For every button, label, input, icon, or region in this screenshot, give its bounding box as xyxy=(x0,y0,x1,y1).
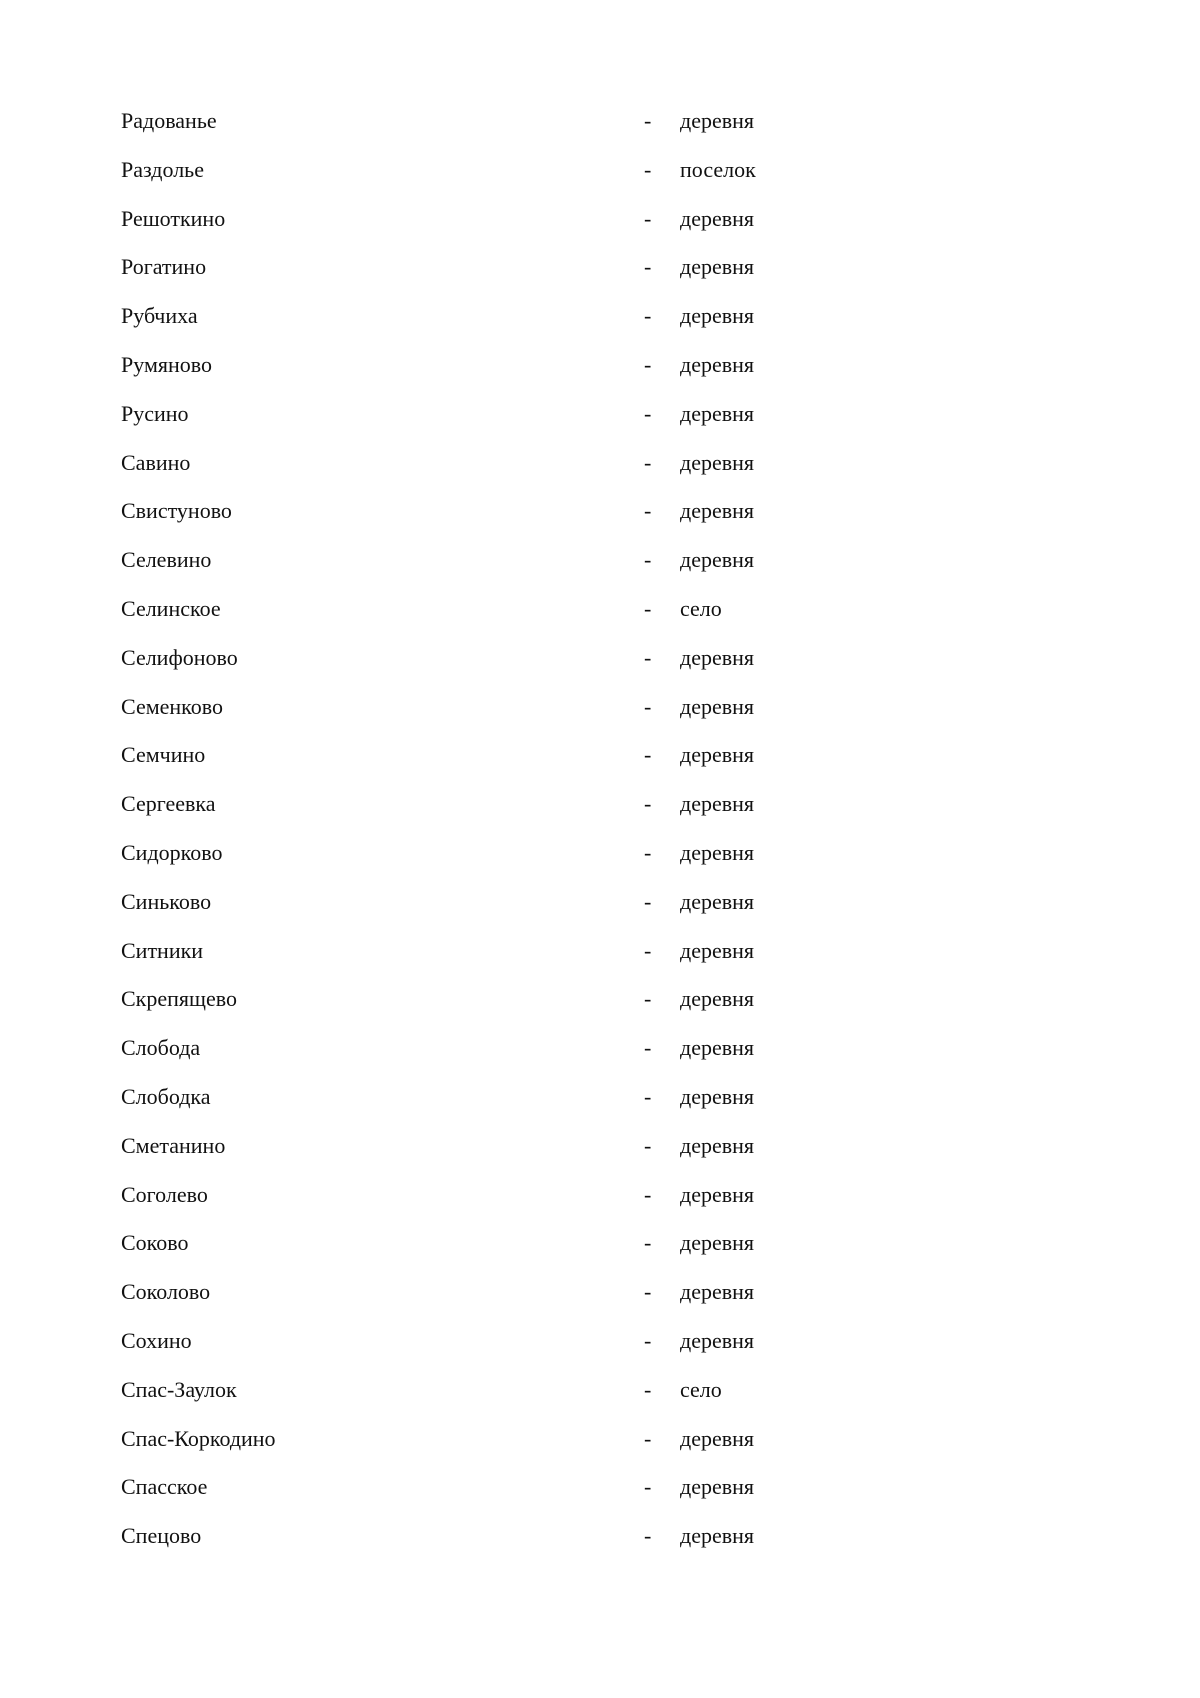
settlement-type: деревня xyxy=(680,254,755,280)
settlement-name: Синьково xyxy=(121,888,212,914)
list-item xyxy=(121,594,1021,643)
separator-dash: - xyxy=(644,1376,652,1402)
list-item xyxy=(121,350,1021,399)
list-item xyxy=(121,1082,1021,1131)
settlement-type: деревня xyxy=(680,351,755,377)
list-item xyxy=(121,252,1021,301)
settlement-type: деревня xyxy=(680,791,755,817)
list-item xyxy=(121,838,1021,887)
settlement-type: деревня xyxy=(680,449,755,475)
settlement-type: деревня xyxy=(680,205,755,231)
list-item xyxy=(121,545,1021,594)
settlement-name: Раздолье xyxy=(121,156,204,182)
settlement-type: деревня xyxy=(680,1327,755,1353)
settlement-type: деревня xyxy=(680,1279,755,1305)
settlement-type: деревня xyxy=(680,303,755,329)
list-item xyxy=(121,1277,1021,1326)
separator-dash: - xyxy=(644,839,652,865)
settlement-name: Соколово xyxy=(121,1279,211,1305)
settlement-type: деревня xyxy=(680,1181,755,1207)
separator-dash: - xyxy=(644,303,652,329)
separator-dash: - xyxy=(644,1181,652,1207)
list-item xyxy=(121,740,1021,789)
separator-dash: - xyxy=(644,937,652,963)
separator-dash: - xyxy=(644,644,652,670)
list-item xyxy=(121,936,1021,985)
settlement-type: деревня xyxy=(680,400,755,426)
list-item xyxy=(121,448,1021,497)
settlement-name: Сохино xyxy=(121,1327,192,1353)
settlement-name: Сергеевка xyxy=(121,791,216,817)
list-item xyxy=(121,1375,1021,1424)
separator-dash: - xyxy=(644,595,652,621)
settlement-type: поселок xyxy=(680,156,756,182)
separator-dash: - xyxy=(644,742,652,768)
settlement-type: деревня xyxy=(680,1035,755,1061)
settlement-name: Румяново xyxy=(121,351,212,377)
settlement-name: Спасское xyxy=(121,1474,208,1500)
settlement-name: Спас-Заулок xyxy=(121,1376,237,1402)
settlement-type: деревня xyxy=(680,108,755,133)
settlement-type: деревня xyxy=(680,547,755,573)
settlement-name: Русино xyxy=(121,400,189,426)
separator-dash: - xyxy=(644,1327,652,1353)
settlement-name: Сметанино xyxy=(121,1132,226,1158)
list-item xyxy=(121,692,1021,741)
settlement-type: деревня xyxy=(680,1083,755,1109)
separator-dash: - xyxy=(644,205,652,231)
settlement-name: Скрепящево xyxy=(121,986,237,1012)
separator-dash: - xyxy=(644,156,652,182)
settlement-type: деревня xyxy=(680,742,755,768)
settlement-name: Рогатино xyxy=(121,254,207,280)
separator-dash: - xyxy=(644,108,652,133)
list-item xyxy=(121,643,1021,692)
settlement-type: деревня xyxy=(680,1425,755,1451)
separator-dash: - xyxy=(644,498,652,524)
list-item xyxy=(121,1326,1021,1375)
separator-dash: - xyxy=(644,254,652,280)
settlement-type: деревня xyxy=(680,1230,755,1256)
settlement-name: Селинское xyxy=(121,595,221,621)
list-item xyxy=(121,204,1021,253)
settlement-name: Семенково xyxy=(121,693,223,719)
settlement-name: Сидорково xyxy=(121,839,223,865)
list-item xyxy=(121,1521,1021,1570)
settlement-type: деревня xyxy=(680,693,755,719)
settlement-type: деревня xyxy=(680,1474,755,1500)
list-item xyxy=(121,496,1021,545)
list-item xyxy=(121,984,1021,1033)
list-item xyxy=(121,1131,1021,1180)
list-item xyxy=(121,1228,1021,1277)
list-item xyxy=(121,1424,1021,1473)
settlement-type: деревня xyxy=(680,644,755,670)
separator-dash: - xyxy=(644,1083,652,1109)
settlement-name: Селифоново xyxy=(121,644,238,670)
list-item xyxy=(121,1180,1021,1229)
settlement-name: Радованье xyxy=(121,108,217,133)
list-item xyxy=(121,789,1021,838)
settlement-type: деревня xyxy=(680,498,755,524)
settlement-type: деревня xyxy=(680,839,755,865)
settlement-name: Свистуново xyxy=(121,498,232,524)
settlement-name: Решоткино xyxy=(121,205,226,231)
settlement-type: деревня xyxy=(680,1523,755,1549)
settlement-type: деревня xyxy=(680,1132,755,1158)
settlement-name: Соголево xyxy=(121,1181,208,1207)
separator-dash: - xyxy=(644,351,652,377)
list-item xyxy=(121,887,1021,936)
settlement-name: Слобода xyxy=(121,1035,201,1061)
settlement-name: Рубчиха xyxy=(121,303,198,329)
list-item xyxy=(121,1033,1021,1082)
settlement-name: Соково xyxy=(121,1230,189,1256)
settlement-type: деревня xyxy=(680,986,755,1012)
separator-dash: - xyxy=(644,1230,652,1256)
separator-dash: - xyxy=(644,791,652,817)
settlement-name: Ситники xyxy=(121,937,204,963)
separator-dash: - xyxy=(644,1132,652,1158)
settlement-list xyxy=(121,106,1021,1570)
separator-dash: - xyxy=(644,1425,652,1451)
settlement-name: Спецово xyxy=(121,1523,202,1549)
list-item xyxy=(121,155,1021,204)
settlement-name: Селевино xyxy=(121,547,212,573)
settlement-type: деревня xyxy=(680,888,755,914)
separator-dash: - xyxy=(644,1279,652,1305)
settlement-name: Семчино xyxy=(121,742,206,768)
settlement-name: Спас-Коркодино xyxy=(121,1425,276,1451)
separator-dash: - xyxy=(644,400,652,426)
settlement-type: деревня xyxy=(680,937,755,963)
list-item xyxy=(121,301,1021,350)
settlement-name: Слободка xyxy=(121,1083,211,1109)
separator-dash: - xyxy=(644,1035,652,1061)
separator-dash: - xyxy=(644,449,652,475)
settlement-type: село xyxy=(680,1376,722,1402)
list-item xyxy=(121,106,1021,155)
separator-dash: - xyxy=(644,986,652,1012)
list-item xyxy=(121,399,1021,448)
separator-dash: - xyxy=(644,888,652,914)
separator-dash: - xyxy=(644,1474,652,1500)
separator-dash: - xyxy=(644,693,652,719)
settlement-type: село xyxy=(680,595,722,621)
settlement-name: Савино xyxy=(121,449,191,475)
separator-dash: - xyxy=(644,1523,652,1549)
separator-dash: - xyxy=(644,547,652,573)
list-item xyxy=(121,1472,1021,1521)
